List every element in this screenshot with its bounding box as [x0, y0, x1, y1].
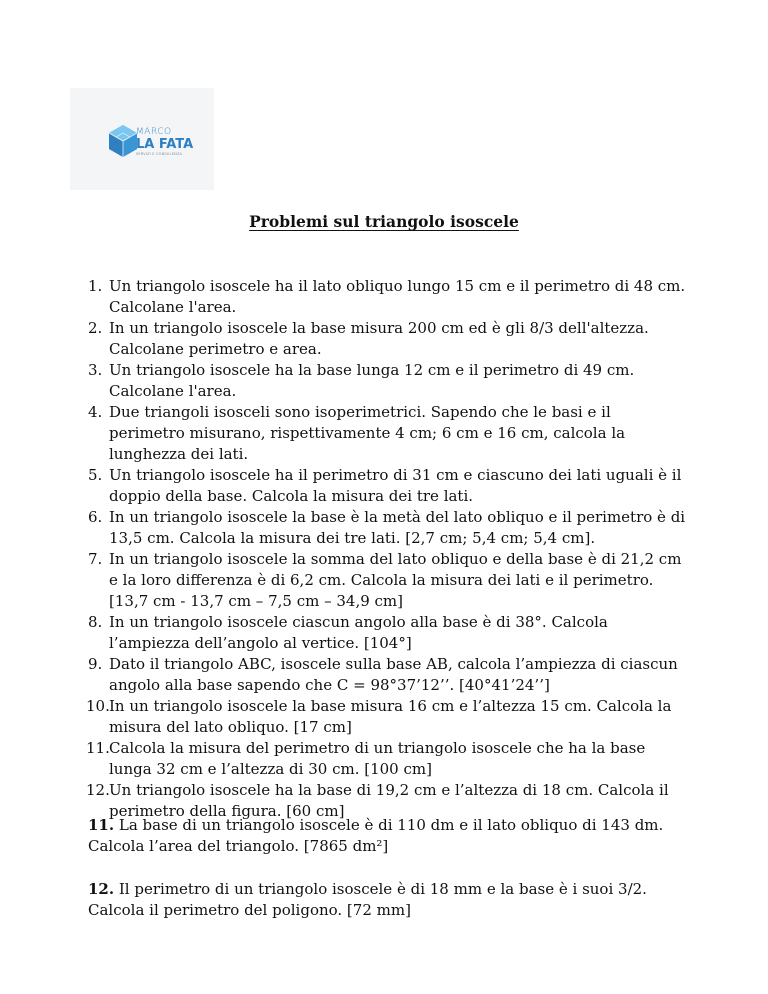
problem-item: [88, 402, 688, 465]
problem-text: In un triangolo isoscele la base è la metà del lato obliquo e il perimetro è di 13,5 cm. Calcola la misura dei tre lati. [2,7 cm; 5,4 cm; 5,4 cm].: [109, 508, 686, 547]
problem-item: [88, 654, 688, 696]
problem-text: Un triangolo isoscele ha la base lunga 12 cm e il perimetro di 49 cm. Calcolane l'area.: [109, 361, 635, 400]
problem-number: 2.: [88, 319, 103, 337]
problem-item: [88, 612, 688, 654]
problem-number: 10.: [86, 697, 110, 715]
problem-text: Dato il triangolo ABC, isoscele sulla base AB, calcola l’ampiezza di ciascun angolo alla base sapendo che C = 98°37’12’’. [40°41’24’’]: [109, 655, 678, 694]
problem-text: In un triangolo isoscele la base misura 16 cm e l’altezza 15 cm. Calcola la misura del lato obliquo. [17 cm]: [109, 697, 672, 736]
extra-problem-number: 12.: [88, 880, 115, 898]
extra-problem-text: La base di un triangolo isoscele è di 110 dm e il lato obliquo di 143 dm. Calcola l’area del triangolo. [7865 dm²]: [88, 816, 664, 855]
problem-number: 12.: [86, 781, 110, 799]
page-title: Problemi sul triangolo isoscele: [249, 212, 519, 231]
problem-text: In un triangolo isoscele ciascun angolo alla base è di 38°. Calcola l’ampiezza dell’angolo al vertice. [104°]: [109, 613, 608, 652]
logo-line-2: LA FATA: [136, 137, 194, 152]
problem-item: [88, 465, 688, 507]
extra-problem: [88, 815, 692, 857]
problem-text: Un triangolo isoscele ha la base di 19,2 cm e l’altezza di 18 cm. Calcola il perimetro della figura. [60 cm]: [109, 781, 669, 820]
logo-line-1: MARCO: [136, 127, 172, 137]
problem-number: 3.: [88, 361, 103, 379]
problem-number: 8.: [88, 613, 103, 631]
problem-text: Due triangoli isosceli sono isoperimetrici. Sapendo che le basi e il perimetro misurano, rispettivamente 4 cm; 6 cm e 16 cm, calcola la lunghezza dei lati.: [109, 403, 626, 463]
extra-problem-number: 11.: [88, 816, 115, 834]
problem-number: 9.: [88, 655, 103, 673]
problem-list: [88, 276, 688, 822]
problem-number: 6.: [88, 508, 103, 526]
problem-text: Un triangolo isoscele ha il lato obliquo lungo 15 cm e il perimetro di 48 cm. Calcolane l'area.: [109, 277, 686, 316]
problem-number: 7.: [88, 550, 103, 568]
problem-item: [88, 738, 688, 780]
logo-text: [136, 128, 193, 157]
problem-item: [88, 276, 688, 318]
problem-item: [88, 507, 688, 549]
problem-number: 4.: [88, 403, 103, 421]
problem-number: 1.: [88, 277, 103, 295]
problem-number: 11.: [86, 739, 110, 757]
problem-item: [88, 318, 688, 360]
extra-problem-text: Il perimetro di un triangolo isoscele è di 18 mm e la base è i suoi 3/2. Calcola il perimetro del poligono. [72 mm]: [88, 880, 647, 919]
problem-item: [88, 549, 688, 612]
logo-line-3: SERVIZI E CONSULENZA: [136, 152, 183, 156]
problem-text: Calcola la misura del perimetro di un triangolo isoscele che ha la base lunga 32 cm e l’altezza di 30 cm. [100 cm]: [109, 739, 646, 778]
cube-logo-icon: [106, 124, 140, 158]
logo: [70, 88, 214, 190]
problem-text: In un triangolo isoscele la base misura 200 cm ed è gli 8/3 dell'altezza. Calcolane perimetro e area.: [109, 319, 649, 358]
problem-text: Un triangolo isoscele ha il perimetro di 31 cm e ciascuno dei lati uguali è il doppio della base. Calcola la misura dei tre lati.: [109, 466, 682, 505]
problem-number: 5.: [88, 466, 103, 484]
problem-text: In un triangolo isoscele la somma del lato obliquo e della base è di 21,2 cm e la loro differenza è di 6,2 cm. Calcola la misura dei lati e il perimetro. [13,7 cm - 13,7 cm – 7,5 cm – 34,9 cm]: [109, 550, 682, 610]
problem-item: [88, 696, 688, 738]
extra-problem: [88, 879, 692, 921]
problem-item: [88, 360, 688, 402]
